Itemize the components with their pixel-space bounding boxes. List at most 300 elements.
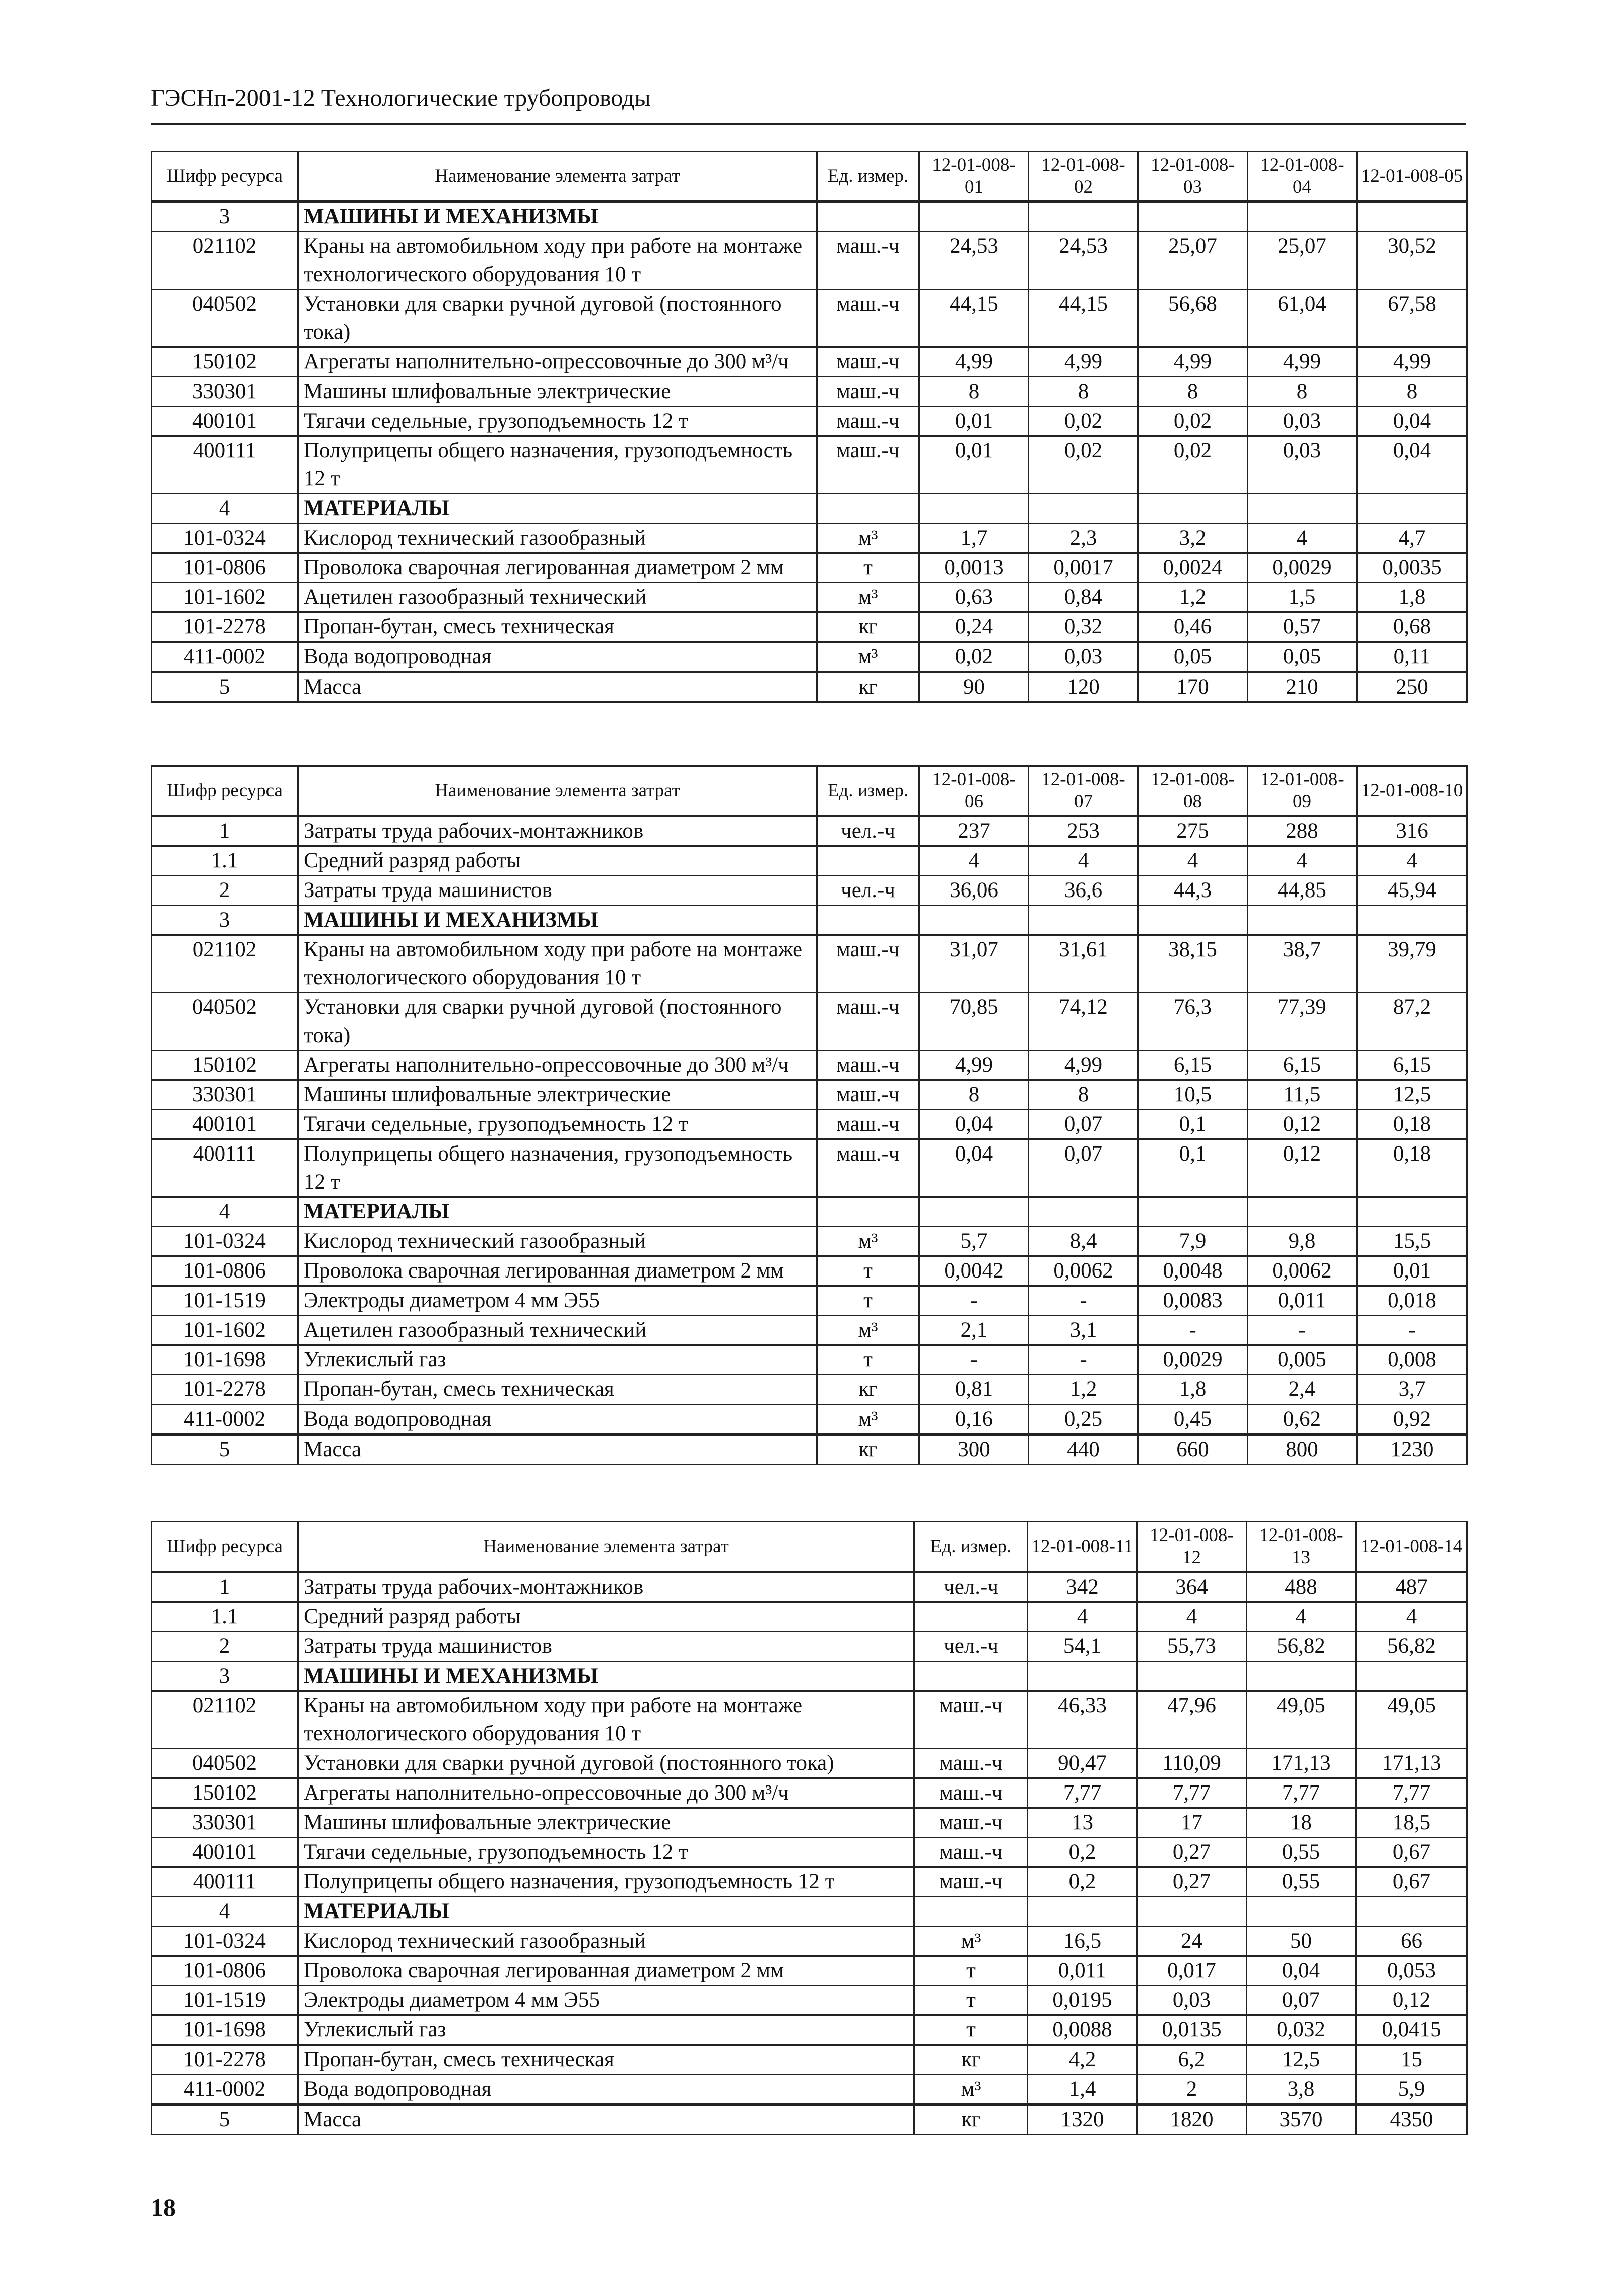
value-cell: 0,63 <box>919 583 1029 612</box>
value-cell: 0,0048 <box>1138 1256 1248 1286</box>
value-cell: 4 <box>1247 1602 1356 1632</box>
table-row <box>152 1602 1467 1632</box>
value-cell: 50 <box>1247 1927 1356 1956</box>
value-cell: 39,79 <box>1357 935 1467 993</box>
value-cell: 49,05 <box>1247 1691 1356 1749</box>
value-cell: 0,18 <box>1357 1139 1467 1197</box>
value-cell: 6,15 <box>1357 1051 1467 1080</box>
value-cell: 7,77 <box>1247 1778 1356 1808</box>
unit-cell: маш.-ч <box>914 1808 1028 1838</box>
value-cell: 660 <box>1138 1435 1248 1465</box>
table-row <box>152 1405 1467 1435</box>
value-cell: 18,5 <box>1356 1808 1467 1838</box>
resource-code-cell: 101-1602 <box>152 1316 298 1345</box>
value-cell: 1,8 <box>1138 1375 1248 1405</box>
value-cell: 0,04 <box>1357 436 1467 494</box>
value-cell: - <box>1248 1316 1357 1345</box>
resource-name-cell: Проволока сварочная легированная диаметром 2 мм <box>298 553 817 583</box>
resource-name-cell: Ацетилен газообразный технический <box>298 583 817 612</box>
value-cell: 1,4 <box>1028 2075 1137 2105</box>
resource-name-cell: Средний разряд работы <box>298 846 817 876</box>
column-header-norm-code: 12-01-008-04 <box>1248 152 1357 202</box>
value-cell: 0,0017 <box>1029 553 1138 583</box>
value-cell: 0,032 <box>1247 2015 1356 2045</box>
value-cell: 8 <box>1029 1080 1138 1110</box>
unit-cell: м³ <box>914 1927 1028 1956</box>
table-row <box>152 2015 1467 2045</box>
table-row <box>152 1110 1467 1139</box>
resource-name-cell: Вода водопроводная <box>298 642 817 672</box>
table-row <box>152 407 1467 436</box>
value-cell: 253 <box>1029 816 1138 846</box>
resource-name-cell: Масса <box>298 1435 817 1465</box>
value-cell: 9,8 <box>1248 1227 1357 1256</box>
table-row <box>152 1927 1467 1956</box>
value-cell: 0,68 <box>1357 612 1467 642</box>
value-cell: 1320 <box>1028 2105 1137 2135</box>
value-cell: 0,03 <box>1029 642 1138 672</box>
resource-name-cell: Проволока сварочная легированная диаметром 2 мм <box>298 1956 914 1986</box>
table-row <box>152 876 1467 906</box>
value-cell: 342 <box>1028 1572 1137 1602</box>
table-row <box>152 524 1467 553</box>
value-cell: 4 <box>1029 846 1138 876</box>
value-cell: 0,0029 <box>1138 1345 1248 1375</box>
unit-cell <box>914 1662 1028 1691</box>
value-cell: 47,96 <box>1137 1691 1247 1749</box>
section-row <box>152 906 1467 935</box>
resource-code-cell: 330301 <box>152 1080 298 1110</box>
resource-code-cell: 101-2278 <box>152 1375 298 1405</box>
value-cell <box>1138 906 1248 935</box>
resource-name-cell: Тягачи седельные, грузоподъемность 12 т <box>298 1838 914 1867</box>
value-cell: 2,4 <box>1248 1375 1357 1405</box>
value-cell: 0,55 <box>1247 1838 1356 1867</box>
value-cell: 0,07 <box>1247 1986 1356 2015</box>
value-cell: 0,04 <box>1357 407 1467 436</box>
value-cell: 6,15 <box>1138 1051 1248 1080</box>
value-cell: 61,04 <box>1248 290 1357 347</box>
value-cell: 0,0195 <box>1028 1986 1137 2015</box>
value-cell: 4,99 <box>1029 347 1138 377</box>
value-cell: 1,2 <box>1138 583 1248 612</box>
unit-cell: м³ <box>817 583 919 612</box>
value-cell <box>1029 906 1138 935</box>
value-cell: 0,01 <box>919 407 1029 436</box>
column-header-norm-code: 12-01-008-03 <box>1138 152 1248 202</box>
value-cell: 800 <box>1248 1435 1357 1465</box>
value-cell: 300 <box>919 1435 1029 1465</box>
unit-cell: маш.-ч <box>817 1110 919 1139</box>
resource-code-cell: 101-2278 <box>152 2045 298 2075</box>
value-cell: 110,09 <box>1137 1749 1247 1778</box>
value-cell: 171,13 <box>1247 1749 1356 1778</box>
resource-name-cell: Кислород технический газообразный <box>298 524 817 553</box>
value-cell: 0,0024 <box>1138 553 1248 583</box>
unit-cell <box>817 1197 919 1227</box>
table-row <box>152 846 1467 876</box>
value-cell: 0,81 <box>919 1375 1029 1405</box>
value-cell: 36,6 <box>1029 876 1138 906</box>
resource-code-cell: 4 <box>152 1197 298 1227</box>
unit-cell: м³ <box>817 1227 919 1256</box>
value-cell: 1,5 <box>1248 583 1357 612</box>
unit-cell <box>914 1897 1028 1927</box>
value-cell: 7,77 <box>1356 1778 1467 1808</box>
value-cell: 56,82 <box>1356 1632 1467 1662</box>
value-cell: 4,99 <box>919 347 1029 377</box>
table-row <box>152 1080 1467 1110</box>
value-cell <box>1248 202 1357 232</box>
value-cell: 4 <box>919 846 1029 876</box>
resource-code-cell: 1.1 <box>152 846 298 876</box>
page-number: 18 <box>151 2193 176 2221</box>
table-row <box>152 1778 1467 1808</box>
table-row <box>152 993 1467 1051</box>
value-cell: 31,07 <box>919 935 1029 993</box>
value-cell: - <box>1138 1316 1248 1345</box>
resource-code-cell: 400111 <box>152 1867 298 1897</box>
resource-code-cell: 5 <box>152 1435 298 1465</box>
unit-cell: маш.-ч <box>914 1778 1028 1808</box>
value-cell: 36,06 <box>919 876 1029 906</box>
unit-cell: м³ <box>817 1316 919 1345</box>
value-cell: 4,99 <box>919 1051 1029 1080</box>
value-cell <box>1138 202 1248 232</box>
resource-name-cell: Машины шлифовальные электрические <box>298 1080 817 1110</box>
value-cell: 49,05 <box>1356 1691 1467 1749</box>
value-cell: 24,53 <box>1029 232 1138 290</box>
section-row <box>152 202 1467 232</box>
unit-cell: маш.-ч <box>817 993 919 1051</box>
value-cell: 16,5 <box>1028 1927 1137 1956</box>
resource-name-cell: Масса <box>298 672 817 702</box>
value-cell: 11,5 <box>1248 1080 1357 1110</box>
resource-code-cell: 1 <box>152 1572 298 1602</box>
column-header-code: Шифр ресурса <box>152 152 298 202</box>
resource-name-cell: Электроды диаметром 4 мм Э55 <box>298 1286 817 1316</box>
value-cell: 0,57 <box>1248 612 1357 642</box>
column-header-norm-code: 12-01-008-10 <box>1357 766 1467 816</box>
value-cell: 0,1 <box>1138 1110 1248 1139</box>
value-cell: 4 <box>1357 846 1467 876</box>
unit-cell: кг <box>817 672 919 702</box>
column-header-norm-code: 12-01-008-11 <box>1028 1522 1137 1572</box>
value-cell: 2,1 <box>919 1316 1029 1345</box>
value-cell <box>1248 906 1357 935</box>
table-row <box>152 1572 1467 1602</box>
resource-code-cell: 021102 <box>152 935 298 993</box>
value-cell: 488 <box>1247 1572 1356 1602</box>
value-cell: 30,52 <box>1357 232 1467 290</box>
value-cell: 8 <box>1029 377 1138 407</box>
value-cell: 0,053 <box>1356 1956 1467 1986</box>
value-cell: 440 <box>1029 1435 1138 1465</box>
value-cell: 44,15 <box>1029 290 1138 347</box>
value-cell: 54,1 <box>1028 1632 1137 1662</box>
resource-code-cell: 101-0324 <box>152 524 298 553</box>
value-cell: 4,2 <box>1028 2045 1137 2075</box>
table-header-row <box>152 1522 1467 1572</box>
value-cell: 38,7 <box>1248 935 1357 993</box>
value-cell <box>1138 494 1248 524</box>
value-cell <box>1028 1897 1137 1927</box>
value-cell: 45,94 <box>1357 876 1467 906</box>
resource-name-cell: Полуприцепы общего назначения, грузоподъемность 12 т <box>298 436 817 494</box>
unit-cell: чел.-ч <box>914 1572 1028 1602</box>
value-cell: 3,7 <box>1357 1375 1467 1405</box>
resource-code-cell: 101-0324 <box>152 1927 298 1956</box>
value-cell: 0,12 <box>1248 1139 1357 1197</box>
value-cell: 0,02 <box>1138 407 1248 436</box>
table-row <box>152 2075 1467 2105</box>
table-row <box>152 642 1467 672</box>
resource-code-cell: 101-0324 <box>152 1227 298 1256</box>
value-cell: 0,07 <box>1029 1110 1138 1139</box>
table-row <box>152 2105 1467 2135</box>
column-header-norm-code: 12-01-008-01 <box>919 152 1029 202</box>
value-cell: 1230 <box>1357 1435 1467 1465</box>
column-header-code: Шифр ресурса <box>152 1522 298 1572</box>
value-cell: 3,1 <box>1029 1316 1138 1345</box>
table-row <box>152 1139 1467 1197</box>
value-cell: 0,0088 <box>1028 2015 1137 2045</box>
value-cell: 1,7 <box>919 524 1029 553</box>
resource-name-cell: Краны на автомобильном ходу при работе на монтаже технологического оборудования 10 т <box>298 232 817 290</box>
value-cell: 0,02 <box>1029 436 1138 494</box>
column-header-unit: Ед. измер. <box>817 766 919 816</box>
value-cell <box>1029 1197 1138 1227</box>
column-header-name: Наименование элемента затрат <box>298 152 817 202</box>
unit-cell: кг <box>914 2105 1028 2135</box>
resource-code-cell: 101-1698 <box>152 1345 298 1375</box>
value-cell: 0,04 <box>919 1110 1029 1139</box>
value-cell: 0,67 <box>1356 1838 1467 1867</box>
resource-name-cell: Установки для сварки ручной дуговой (постоянного тока) <box>298 993 817 1051</box>
resource-table-3 <box>151 1521 1468 2135</box>
value-cell <box>1137 1897 1247 1927</box>
value-cell: 210 <box>1248 672 1357 702</box>
table-row <box>152 816 1467 846</box>
value-cell: 8 <box>919 1080 1029 1110</box>
unit-cell: кг <box>817 612 919 642</box>
resource-code-cell: 400101 <box>152 407 298 436</box>
unit-cell: маш.-ч <box>914 1749 1028 1778</box>
value-cell: 0,0013 <box>919 553 1029 583</box>
value-cell: - <box>1029 1345 1138 1375</box>
resource-name-cell: Затраты труда машинистов <box>298 1632 914 1662</box>
value-cell: 0,0062 <box>1029 1256 1138 1286</box>
value-cell: 0,16 <box>919 1405 1029 1435</box>
value-cell: 0,03 <box>1248 407 1357 436</box>
value-cell: 15,5 <box>1357 1227 1467 1256</box>
column-header-norm-code: 12-01-008-13 <box>1247 1522 1356 1572</box>
column-header-norm-code: 12-01-008-12 <box>1137 1522 1247 1572</box>
table-row <box>152 935 1467 993</box>
value-cell: 316 <box>1357 816 1467 846</box>
table-row <box>152 672 1467 702</box>
unit-cell: маш.-ч <box>817 232 919 290</box>
resource-code-cell: 101-1519 <box>152 1286 298 1316</box>
resource-code-cell: 150102 <box>152 1051 298 1080</box>
value-cell: 24,53 <box>919 232 1029 290</box>
header-divider <box>151 123 1466 125</box>
value-cell: 0,0415 <box>1356 2015 1467 2045</box>
column-header-unit: Ед. измер. <box>817 152 919 202</box>
resource-name-cell: Установки для сварки ручной дуговой (постоянного тока) <box>298 1749 914 1778</box>
value-cell: 1,2 <box>1029 1375 1138 1405</box>
value-cell: - <box>919 1345 1029 1375</box>
table-header-row <box>152 152 1467 202</box>
resource-name-cell: Тягачи седельные, грузоподъемность 12 т <box>298 407 817 436</box>
value-cell <box>1357 906 1467 935</box>
resource-code-cell: 1.1 <box>152 1602 298 1632</box>
resource-name-cell: Затраты труда рабочих-монтажников <box>298 1572 914 1602</box>
unit-cell: маш.-ч <box>817 377 919 407</box>
value-cell: 0,017 <box>1137 1956 1247 1986</box>
resource-code-cell: 400101 <box>152 1838 298 1867</box>
value-cell: 46,33 <box>1028 1691 1137 1749</box>
value-cell: 0,92 <box>1357 1405 1467 1435</box>
value-cell: 0,0029 <box>1248 553 1357 583</box>
value-cell: 7,77 <box>1137 1778 1247 1808</box>
table-header-row <box>152 766 1467 816</box>
resource-name-cell: Ацетилен газообразный технический <box>298 1316 817 1345</box>
resource-name-cell: МАТЕРИАЛЫ <box>298 1897 914 1927</box>
value-cell: 0,01 <box>1357 1256 1467 1286</box>
value-cell: 44,3 <box>1138 876 1248 906</box>
unit-cell: чел.-ч <box>817 876 919 906</box>
resource-name-cell: Установки для сварки ручной дуговой (постоянного тока) <box>298 290 817 347</box>
resource-name-cell: Кислород технический газообразный <box>298 1227 817 1256</box>
resource-name-cell: Углекислый газ <box>298 2015 914 2045</box>
value-cell: 0,05 <box>1248 642 1357 672</box>
table-row <box>152 1808 1467 1838</box>
unit-cell: м³ <box>914 2075 1028 2105</box>
resource-code-cell: 101-2278 <box>152 612 298 642</box>
value-cell <box>919 906 1029 935</box>
table-row <box>152 1051 1467 1080</box>
unit-cell: кг <box>817 1435 919 1465</box>
resource-code-cell: 4 <box>152 1897 298 1927</box>
table-row <box>152 1691 1467 1749</box>
resource-name-cell: Агрегаты наполнительно-опрессовочные до 300 м³/ч <box>298 347 817 377</box>
value-cell: 0,0042 <box>919 1256 1029 1286</box>
table-row <box>152 377 1467 407</box>
resource-name-cell: Масса <box>298 2105 914 2135</box>
table-row <box>152 1345 1467 1375</box>
column-header-name: Наименование элемента затрат <box>298 1522 914 1572</box>
value-cell: 0,02 <box>919 642 1029 672</box>
value-cell: 76,3 <box>1138 993 1248 1051</box>
table-row <box>152 583 1467 612</box>
value-cell: 0,0083 <box>1138 1286 1248 1316</box>
unit-cell: маш.-ч <box>914 1867 1028 1897</box>
unit-cell: т <box>914 2015 1028 2045</box>
value-cell: 0,12 <box>1248 1110 1357 1139</box>
unit-cell <box>817 906 919 935</box>
value-cell: 90,47 <box>1028 1749 1137 1778</box>
value-cell: 17 <box>1137 1808 1247 1838</box>
resource-name-cell: Затраты труда машинистов <box>298 876 817 906</box>
value-cell: 38,15 <box>1138 935 1248 993</box>
value-cell: 4 <box>1138 846 1248 876</box>
unit-cell: т <box>817 1286 919 1316</box>
value-cell: 0,55 <box>1247 1867 1356 1897</box>
resource-code-cell: 330301 <box>152 1808 298 1838</box>
value-cell <box>1137 1662 1247 1691</box>
value-cell: 2 <box>1137 2075 1247 2105</box>
value-cell: 4 <box>1248 524 1357 553</box>
value-cell: 0,2 <box>1028 1867 1137 1897</box>
value-cell: 25,07 <box>1248 232 1357 290</box>
value-cell <box>919 1197 1029 1227</box>
resource-name-cell: Машины шлифовальные электрические <box>298 1808 914 1838</box>
value-cell <box>1356 1897 1467 1927</box>
resource-code-cell: 040502 <box>152 993 298 1051</box>
unit-cell: т <box>817 553 919 583</box>
value-cell: 120 <box>1029 672 1138 702</box>
value-cell: 4 <box>1137 1602 1247 1632</box>
column-header-norm-code: 12-01-008-09 <box>1248 766 1357 816</box>
resource-name-cell: Тягачи седельные, грузоподъемность 12 т <box>298 1110 817 1139</box>
resource-code-cell: 3 <box>152 906 298 935</box>
table-row <box>152 612 1467 642</box>
value-cell: 10,5 <box>1138 1080 1248 1110</box>
value-cell: 5,9 <box>1356 2075 1467 2105</box>
unit-cell: маш.-ч <box>817 1080 919 1110</box>
value-cell: 0,25 <box>1029 1405 1138 1435</box>
value-cell: 0,03 <box>1248 436 1357 494</box>
column-header-norm-code: 12-01-008-07 <box>1029 766 1138 816</box>
value-cell: 0,62 <box>1248 1405 1357 1435</box>
unit-cell: м³ <box>817 1405 919 1435</box>
value-cell: 0,45 <box>1138 1405 1248 1435</box>
value-cell: 250 <box>1357 672 1467 702</box>
resource-name-cell: Пропан-бутан, смесь техническая <box>298 2045 914 2075</box>
unit-cell: маш.-ч <box>817 1139 919 1197</box>
value-cell: 0,005 <box>1248 1345 1357 1375</box>
resource-name-cell: Кислород технический газообразный <box>298 1927 914 1956</box>
resource-name-cell: Агрегаты наполнительно-опрессовочные до 300 м³/ч <box>298 1778 914 1808</box>
table-row <box>152 1986 1467 2015</box>
resource-name-cell: Машины шлифовальные электрические <box>298 377 817 407</box>
value-cell: 66 <box>1356 1927 1467 1956</box>
unit-cell <box>817 494 919 524</box>
resource-code-cell: 4 <box>152 494 298 524</box>
value-cell: - <box>1357 1316 1467 1345</box>
value-cell <box>1138 1197 1248 1227</box>
table-row <box>152 1227 1467 1256</box>
resource-name-cell: Агрегаты наполнительно-опрессовочные до 300 м³/ч <box>298 1051 817 1080</box>
value-cell: 0,0035 <box>1357 553 1467 583</box>
value-cell: 0,03 <box>1137 1986 1247 2015</box>
value-cell: 2,3 <box>1029 524 1138 553</box>
value-cell: 4,99 <box>1029 1051 1138 1080</box>
value-cell: 0,32 <box>1029 612 1138 642</box>
value-cell <box>919 494 1029 524</box>
table-row <box>152 1956 1467 1986</box>
resource-code-cell: 3 <box>152 1662 298 1691</box>
value-cell: 90 <box>919 672 1029 702</box>
resource-table-1 <box>151 151 1468 703</box>
resource-name-cell: МАШИНЫ И МЕХАНИЗМЫ <box>298 906 817 935</box>
value-cell: 170 <box>1138 672 1248 702</box>
value-cell: 0,11 <box>1357 642 1467 672</box>
unit-cell: маш.-ч <box>817 436 919 494</box>
value-cell: 5,7 <box>919 1227 1029 1256</box>
table-row <box>152 1316 1467 1345</box>
